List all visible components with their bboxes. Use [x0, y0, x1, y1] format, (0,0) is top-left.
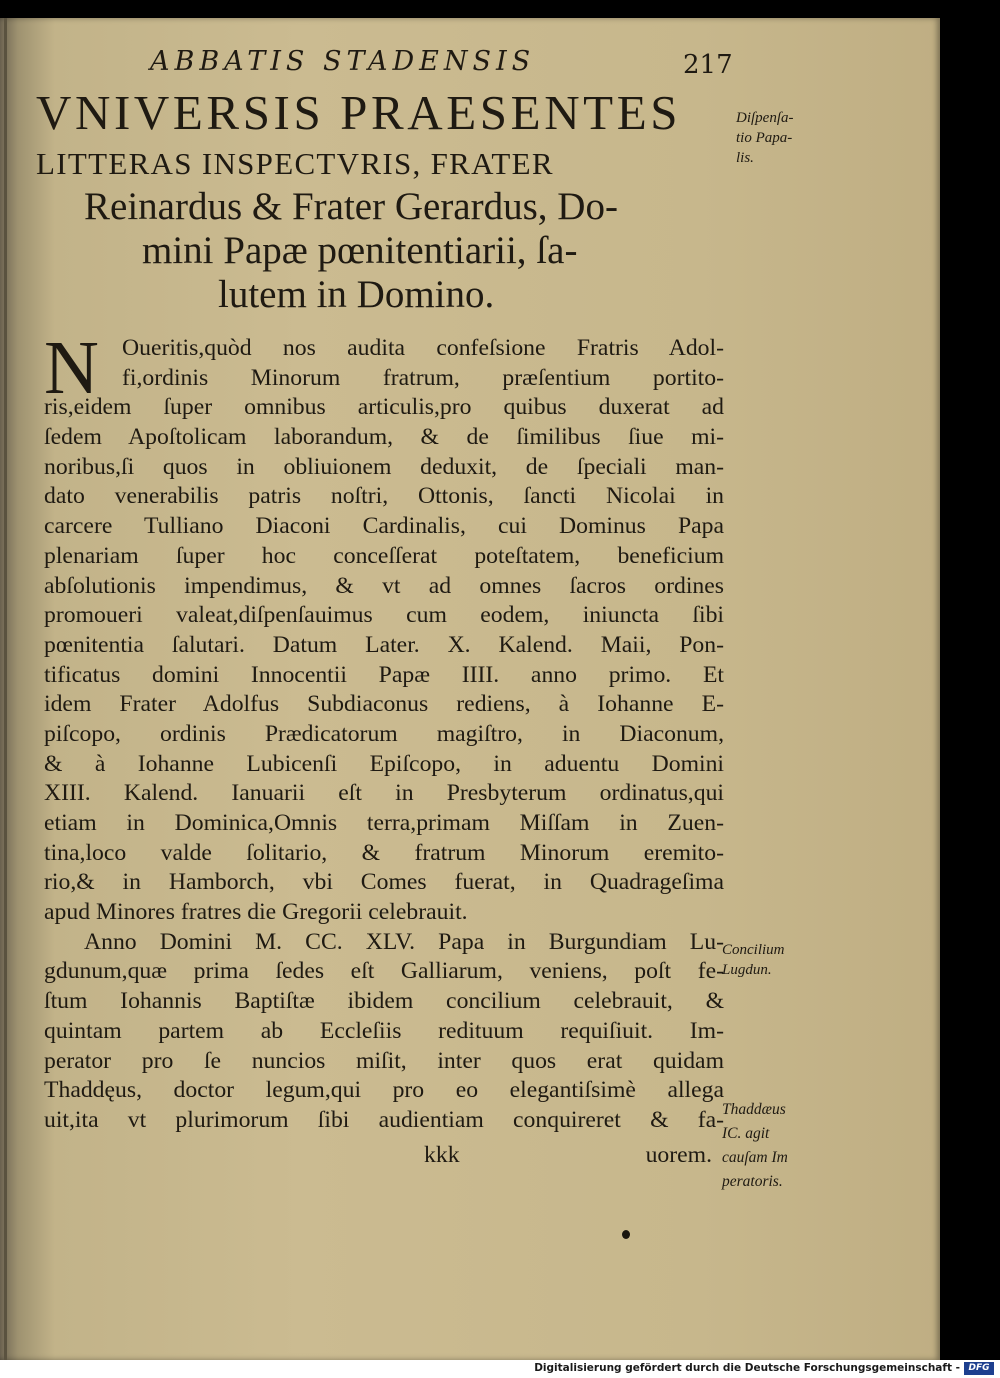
text-line: perator pro ſe nuncios miſit, inter quos erat quidam [44, 1047, 724, 1074]
text-line: ſtum Iohannis Baptiſtæ ibidem concilium celebrauit, & [44, 988, 724, 1015]
signature-mark: kkk [424, 1142, 460, 1168]
text-line: fi,ordinis Minorum fratrum, præſentium portito- [122, 364, 724, 391]
text-line: XIII. Kalend. Ianuarii eſt in Presbyterum ordinatus,qui [44, 780, 724, 807]
marginal-line: cauſam Im [722, 1149, 788, 1166]
text-line: uit,ita vt plurimorum ſibi audientiam conquireret & fa- [44, 1106, 724, 1133]
drop-capital: N [44, 326, 99, 410]
marginal-note-thaddaeus [722, 1098, 788, 1194]
text-line: plenariam ſuper hoc conceſſerat poteſtatem, beneficium [44, 542, 724, 569]
marginal-line: peratoris. [722, 1173, 783, 1190]
text-line: Anno Domini M. CC. XLV. Papa in Burgundiam Lu- [84, 928, 724, 955]
heading-line-1: VNIVERSIS PRAESENTES [36, 85, 682, 140]
text-line: ris,eidem ſuper omnibus articulis,pro quibus duxerat ad [44, 394, 724, 421]
heading-line-5: lutem in Domino. [218, 273, 495, 316]
text-line: rio,& in Hamborch, vbi Comes fuerat, in Quadrageſima [44, 869, 724, 896]
text-line: pœnitentia ſalutari. Datum Later. X. Kalend. Maii, Pon- [44, 631, 724, 658]
text-line: abſolutionis impendimus, & vt ad omnes ſacros ordines [44, 572, 724, 599]
text-line: piſcopo, ordinis Prædicatorum magiſtro, in Diaconum, [44, 720, 724, 747]
heading-line-3: Reinardus & Frater Gerardus, Do- [84, 185, 618, 228]
marginal-line: Diſpenſa- [736, 110, 794, 126]
marginal-note-concilium [722, 940, 785, 980]
marginal-line: lis. [736, 150, 754, 166]
text-line: ſedem Apoſtolicam laborandum, & de ſimilibus ſiue mi- [44, 424, 724, 451]
text-line: tina,loco valde ſolitario, & fratrum Minorum eremito- [44, 839, 724, 866]
ink-spot [622, 1230, 630, 1239]
page-number: 217 [683, 50, 733, 80]
heading-line-4: mini Papæ pœnitentiarii, ſa- [142, 229, 578, 272]
dfg-logo: DFG [964, 1362, 994, 1375]
catchword: uorem. [645, 1142, 712, 1168]
digitization-footer [0, 1360, 1000, 1378]
text-line: apud Minores fratres die Gregorii celebrauit. [44, 899, 468, 926]
text-line: carcere Tulliano Diaconi Cardinalis, cui Dominus Papa [44, 513, 724, 540]
text-line: Oueritis,quòd nos audita confeſsione Fratris Adol- [122, 335, 724, 361]
marginal-line: IC. agit [722, 1125, 770, 1142]
funding-credit: Digitalisierung gefördert durch die Deutsche Forschungsgemeinschaft - [534, 1362, 960, 1374]
marginal-line: Concilium [722, 942, 785, 958]
marginal-line: Lugdun. [722, 962, 772, 978]
book-page [0, 18, 940, 1360]
text-line: dato venerabilis patris noſtri, Ottonis, ſancti Nicolai in [44, 483, 724, 510]
text-line: noribus,ſi quos in obliuionem deduxit, de ſpeciali man- [44, 453, 724, 480]
text-line: etiam in Dominica,Omnis terra,primam Miſſam in Zuen- [44, 810, 724, 836]
marginal-line: tio Papa- [736, 130, 793, 146]
text-line: idem Frater Adolfus Subdiaconus rediens, à Iohanne E- [44, 691, 724, 718]
text-line: promoueri valeat,diſpenſauimus cum eodem, iniuncta ſibi [44, 602, 724, 629]
heading-line-2: LITTERAS INSPECTVRIS, FRATER [36, 146, 554, 181]
text-line: quintam partem ab Eccleſiis redituum requiſiuit. Im- [44, 1017, 724, 1044]
text-line: & à Iohanne Lubicenſi Epiſcopo, in aduentu Domini [44, 750, 724, 777]
running-head: ABBATIS STADENSIS [150, 46, 536, 77]
body-text [44, 326, 724, 1136]
marginal-line: Thaddæus [722, 1101, 786, 1118]
text-line: gdunum,quæ prima ſedes eſt Galliarum, veniens, poſt fe- [44, 958, 724, 985]
text-line: Thaddęus, doctor legum,qui pro eo elegantiſsimè allega [44, 1077, 724, 1104]
text-line: tificatus domini Innocentii Papæ IIII. anno primo. Et [44, 661, 724, 688]
marginal-note-dispensatio [736, 108, 794, 168]
